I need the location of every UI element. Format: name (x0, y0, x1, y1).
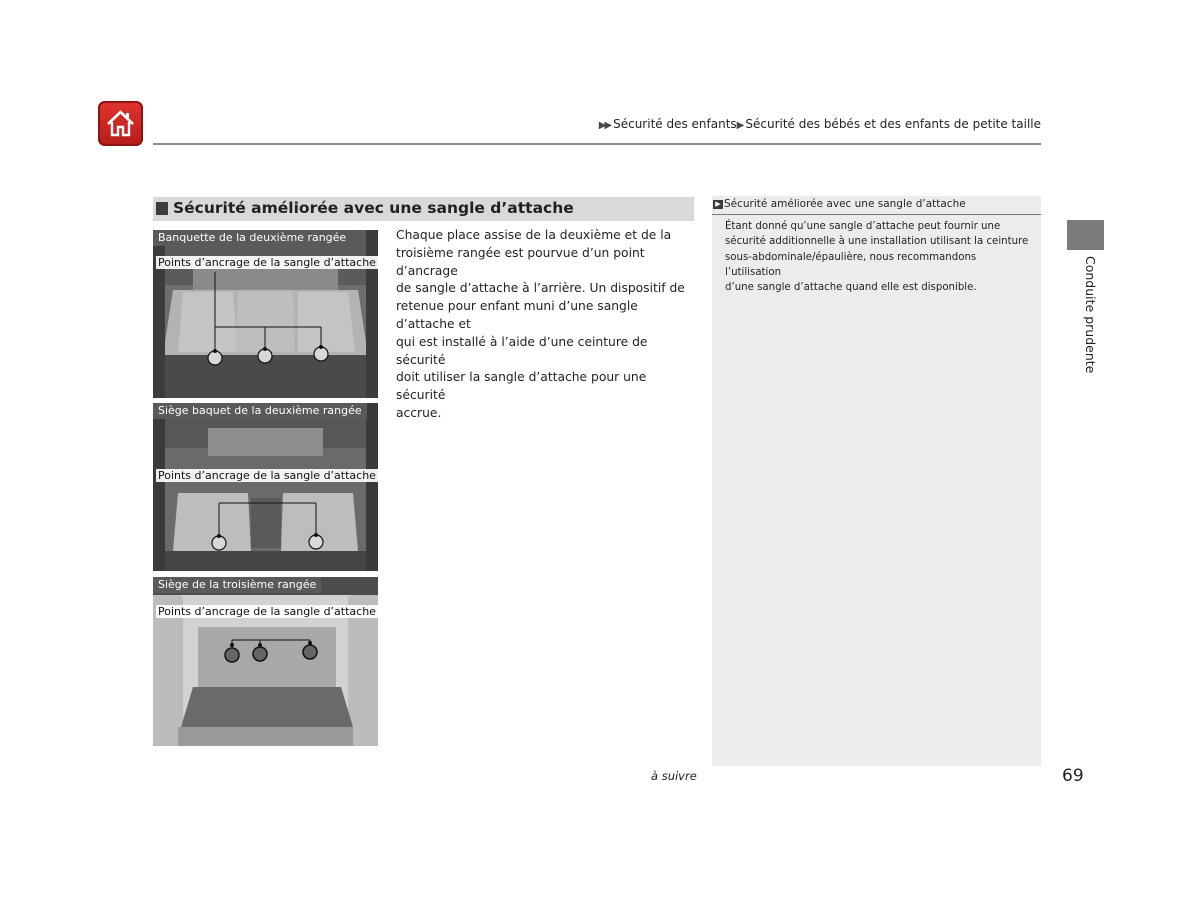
figure-caption: Banquette de la deuxième rangée (153, 230, 351, 246)
body-paragraph (396, 227, 694, 423)
body-line: doit utiliser la sangle d’attache pour une sécurité (396, 370, 647, 403)
home-icon (104, 107, 137, 140)
body-line: Chaque place assise de la deuxième et de la (396, 228, 672, 242)
body-line: retenue pour enfant muni d’une sangle d’attache et (396, 299, 638, 331)
breadcrumb-link-1[interactable]: Sécurité des enfants (613, 117, 737, 131)
page-number: 69 (1062, 766, 1084, 786)
chapter-tab[interactable] (1067, 220, 1104, 250)
continued-label: à suivre (651, 769, 697, 783)
section-heading (153, 197, 694, 221)
body-line: de sangle d’attache à l’arrière. Un dispositif de (396, 281, 685, 296)
figure-caption: Siège baquet de la deuxième rangée (153, 403, 367, 419)
note-line: sous-abdominale/épaulière, nous recommandons l’utilisation (725, 251, 977, 278)
body-line: qui est installé à l’aide d’une ceinture de sécurité (396, 334, 648, 367)
note-panel (712, 196, 1041, 766)
home-button[interactable] (98, 101, 143, 146)
figure-second-row-captain (153, 403, 378, 571)
cargo-photo-2 (153, 403, 378, 571)
note-text (725, 219, 1030, 295)
breadcrumb-arrow-icon: ▶▶ (598, 120, 611, 131)
figure-second-row-bench (153, 230, 378, 398)
section-title: Sécurité améliorée avec une sangle d’attache (173, 199, 574, 217)
cargo-photo-3 (153, 577, 378, 746)
note-line: sécurité additionnelle à une installation utilisant la ceinture (725, 236, 1029, 248)
figure-third-row (153, 577, 378, 746)
section-square-icon (156, 202, 168, 215)
reference-arrow-icon: ▶ (713, 200, 723, 209)
note-line: d’une sangle d’attache quand elle est disponible. (725, 282, 977, 294)
anchor-points-label: Points d’ancrage de la sangle d’attache (158, 469, 376, 482)
body-line: troisième rangée est pourvue d’un point d’ancrage (396, 245, 645, 278)
note-heading (712, 198, 1041, 215)
breadcrumb-link-2[interactable]: Sécurité des bébés et des enfants de petite taille (745, 117, 1041, 131)
header-divider (153, 143, 1041, 145)
note-title[interactable]: Sécurité améliorée avec une sangle d’attache (724, 198, 966, 210)
note-line: Étant donné qu’une sangle d’attache peut fournir une (725, 221, 1001, 232)
anchor-points-label: Points d’ancrage de la sangle d’attache (158, 256, 376, 269)
breadcrumb (599, 117, 1041, 131)
breadcrumb-arrow-icon: ▶ (736, 120, 743, 131)
body-line: accrue. (396, 405, 442, 420)
anchor-points-label: Points d’ancrage de la sangle d’attache (158, 605, 376, 618)
chapter-label: Conduite prudente (1083, 256, 1098, 374)
figure-caption: Siège de la troisième rangée (153, 577, 321, 593)
